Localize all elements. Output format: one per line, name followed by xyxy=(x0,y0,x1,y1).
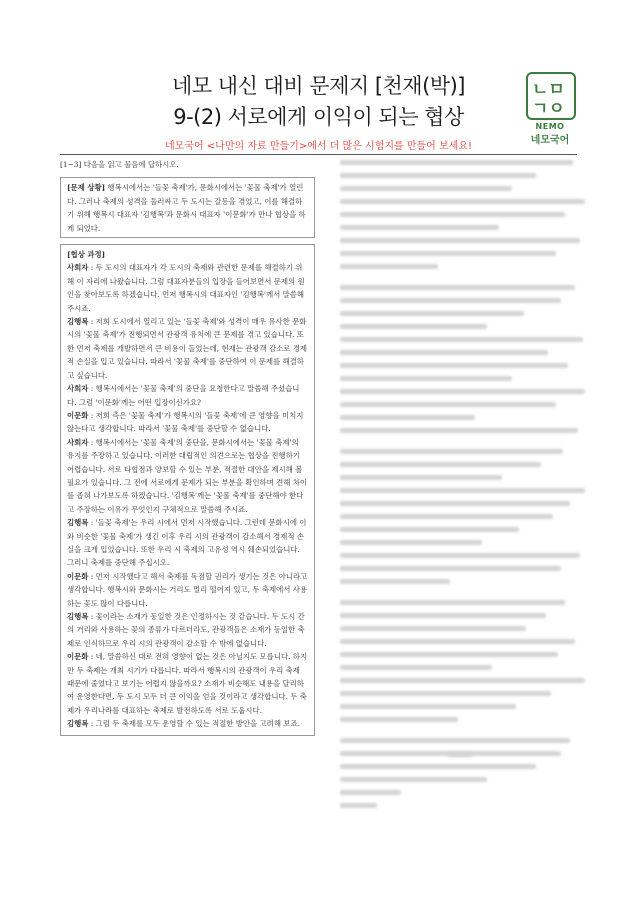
blurred-text-line xyxy=(340,777,487,782)
header-divider xyxy=(60,154,577,155)
blurred-text-line xyxy=(340,324,487,329)
speaker-name: 김행복 xyxy=(67,518,89,528)
blurred-text-line xyxy=(340,790,401,795)
scenario-text: 행복시에서는 '들꽃 축제'가, 문화시에서는 '꽃물 축제'가 열린다. 그러나 축제의 성격을 둘러싸고 두 도시는 갈등을 겪었고, 이를 해결하기 위해 행복시 대표자 '김행복'과 문화시 대표자 '이문화'가 만나 협상을 하게 되었다. xyxy=(67,183,306,233)
turn-text: : 저희 측은 '꽃물 축제'가 행복시의 '들꽃 축제'에 큰 영향을 미치지 않는다고 생각합니다. 따라서 '꽃물 축제'를 중단할 수 없습니다. xyxy=(67,410,304,434)
speaker-name: 김행복 xyxy=(67,719,89,729)
blurred-page-number xyxy=(448,752,472,757)
dialogue-turn xyxy=(67,382,308,409)
dialogue-turn xyxy=(67,409,308,436)
blurred-text-line xyxy=(340,251,556,256)
dialogue-turn xyxy=(67,516,308,570)
blurred-text-line xyxy=(340,704,516,709)
blurred-text-line xyxy=(340,652,558,657)
dialogue-turn xyxy=(67,610,308,650)
scenario-box xyxy=(60,177,315,238)
blurred-text-line xyxy=(340,199,585,204)
blurred-text-line xyxy=(340,691,551,696)
negotiation-process-box xyxy=(60,244,315,736)
blurred-text-line xyxy=(340,449,563,454)
speaker-name: 사회자 xyxy=(67,437,89,447)
turn-text: : 행복시에서는 '꽃물 축제'의 중단을, 문화시에서는 '꽃물 축제'의 유지를 주장하고 있습니다. 이러한 대립적인 의견으로는 협상을 진행하기 어렵습니다. 서로 타협점과 양보할 수 있는 부분, 적절한 대안을 제시해 볼 필요가 있습니다. 그 전에 서로에게 문제가 되는 부분을 확인하며 견해 차이를 좁혀 나가보도록 하겠습니다. '김행복'께는 '꽃물 축제'를 중단해야 한다고 주장하는 이유가 무엇인지 구체적으로 말씀해 주시죠. xyxy=(67,437,308,514)
speaker-name: 사회자 xyxy=(67,384,89,394)
title-line-1: 네모 내신 대비 문제지 [천재(박)] xyxy=(172,74,465,98)
dialogue-turn xyxy=(67,436,308,516)
blurred-text-line xyxy=(340,553,580,558)
logo-mark-icon xyxy=(526,72,576,120)
blurred-text-line xyxy=(340,212,565,217)
blurred-text-line xyxy=(340,613,546,618)
blurred-text-line xyxy=(340,501,570,506)
scenario-label: [문제 상황] xyxy=(67,183,106,193)
turn-text: : 그럼 두 축제를 모두 운영할 수 있는 적절한 방안을 고려해 보죠. xyxy=(88,719,300,729)
blurred-text-line xyxy=(340,738,570,743)
title-line-2: 9-(2) 서로에게 이익이 되는 협상 xyxy=(173,105,464,129)
blurred-text-line xyxy=(340,678,585,683)
blurred-text-line xyxy=(340,376,512,381)
speaker-name: 김행복 xyxy=(67,612,89,621)
dialogue-turn xyxy=(67,315,308,382)
dialogue-turn xyxy=(67,261,308,315)
question-instruction: [1~3] 다음을 읽고 물음에 답하시오. xyxy=(60,160,179,169)
blurred-text-line xyxy=(340,665,492,670)
speaker-name: 이문화 xyxy=(67,571,89,581)
left-column xyxy=(60,158,315,736)
blurred-questions-column xyxy=(340,160,585,750)
turn-text: : 네, 말씀하신 대로 전혀 영향이 없는 것은 아닐지도 모릅니다. 하지만 두 축제는 개최 시기가 다릅니다. 따라서 행복시의 관광객이 우리 축제 때문에 줄었다고 보기는 어렵지 않을까요? 소재가 비슷해도 내용을 달리하여 운영한다면, 두 도시 모두 더 큰 이익을 얻을 것이라고 생각합니다. 두 축제가 우리나라를 대표하는 축제로 발전하도록 서로 도웁시다. xyxy=(67,652,308,715)
blurred-text-line xyxy=(340,764,536,769)
blurred-text-line xyxy=(340,717,458,722)
logo-brand-ko: 네모국어 xyxy=(530,135,570,146)
blurred-text-line xyxy=(340,402,556,407)
dialogue-turn xyxy=(67,570,308,610)
blurred-text-line xyxy=(340,462,541,467)
logo-brand-en: NEMO xyxy=(535,122,565,131)
logo-glyph-top: ㄴㅁ xyxy=(532,80,565,100)
blurred-text-line xyxy=(340,514,553,519)
turn-text: : '들꽃 축제'는 우리 시에서 먼저 시작했습니다. 그런데 문화시에 이와 비슷한 '꽃물 축제'가 생긴 이후 우리 시의 관광객이 감소해서 경제적 손실을 크게 입었습니다. 또한 우리 시 축제의 고유성 역시 훼손되었습니다. 그러니 축제를 중단해 주십시오. xyxy=(67,518,307,568)
blurred-text-line xyxy=(340,160,573,165)
logo-glyph-bottom: ㄱㅇ xyxy=(532,99,565,119)
blurred-text-line xyxy=(340,428,578,433)
promo-subtitle[interactable]: 네모국어 <나만의 자료 만들기>에서 더 많은 시험지를 만들어 보세요! xyxy=(164,141,473,152)
blurred-text-line xyxy=(340,264,438,269)
blurred-text-line xyxy=(340,186,512,191)
blurred-text-line xyxy=(340,803,377,808)
turn-text: : 꽃이라는 소재가 동일한 것은 인정하시는 것 같습니다. 두 도시 간의 거리와 사용하는 꽃의 종류가 다르더라도, 관광객들은 소재가 동일한 축제로 인식하므로 우리 시의 관광객이 감소할 수 밖에 없습니다. xyxy=(67,612,305,648)
blurred-text-line xyxy=(340,488,585,493)
blurred-text-line xyxy=(340,363,568,368)
blurred-text-line xyxy=(340,540,482,545)
dialogue-turn xyxy=(67,717,308,730)
nemo-logo xyxy=(524,72,576,146)
blurred-text-line xyxy=(340,600,565,605)
turn-text: : 먼저 시작했다고 해서 축제를 독점할 권리가 생기는 것은 아니라고 생각합니다. 행복시와 문화시는 거리도 멀리 떨어져 있고, 두 축제에서 사용하는 꽃도 많이 다릅니다. xyxy=(67,571,308,608)
blurred-text-line xyxy=(340,566,561,571)
blurred-text-line xyxy=(340,225,499,230)
blurred-text-line xyxy=(340,579,450,584)
blurred-text-line xyxy=(340,173,536,178)
speaker-name: 이문화 xyxy=(67,652,89,662)
turn-text: : 두 도시의 대표자가 각 도시의 축제와 관련한 문제를 해결하기 위해 이 자리에 나왔습니다. 그럼 대표자분들의 입장을 들어보면서 문제의 원인을 찾아보도록 하겠습니다. 먼저 행복시의 대표자인 '김행복'께서 말씀해 주시죠. xyxy=(67,263,305,313)
blurred-text-line xyxy=(340,298,561,303)
turn-text: : 저희 도시에서 열리고 있는 '들꽃 축제'와 성격이 매우 유사한 문화시의 '꽃물 축제'가 진행되면서 관광객 유치에 큰 문제를 겪고 있습니다. 또한 먼저 축제를 개발하면서 큰 비용이 들었는데, 현재는 관광객 감소로 경제적 손실을 입고 있습니다. 따라서 '꽃물 축제'를 중단하여 이 문제를 해결하고 싶습니다. xyxy=(67,317,308,380)
blurred-text-line xyxy=(340,626,526,631)
turn-text: : 행복시에서는 '꽃물 축제'의 중단을 요청한다고 말씀해 주셨습니다. 그럼 '이문화'께는 어떤 입장이신가요? xyxy=(67,384,300,407)
blurred-text-line xyxy=(340,527,519,532)
speaker-name: 김행복 xyxy=(67,317,89,327)
blurred-text-line xyxy=(340,639,575,644)
blurred-text-line xyxy=(340,311,524,316)
blurred-text-line xyxy=(340,415,475,420)
blurred-text-line xyxy=(340,285,575,290)
blurred-text-line xyxy=(340,389,585,394)
speaker-name: 이문화 xyxy=(67,410,89,420)
blurred-text-line xyxy=(340,337,583,342)
speaker-name: 사회자 xyxy=(67,263,89,273)
blurred-text-line xyxy=(340,238,580,243)
process-label: [협상 과정] xyxy=(67,250,106,260)
dialogue-turn xyxy=(67,650,308,717)
blurred-text-line xyxy=(340,475,502,480)
blurred-text-line xyxy=(340,350,548,355)
